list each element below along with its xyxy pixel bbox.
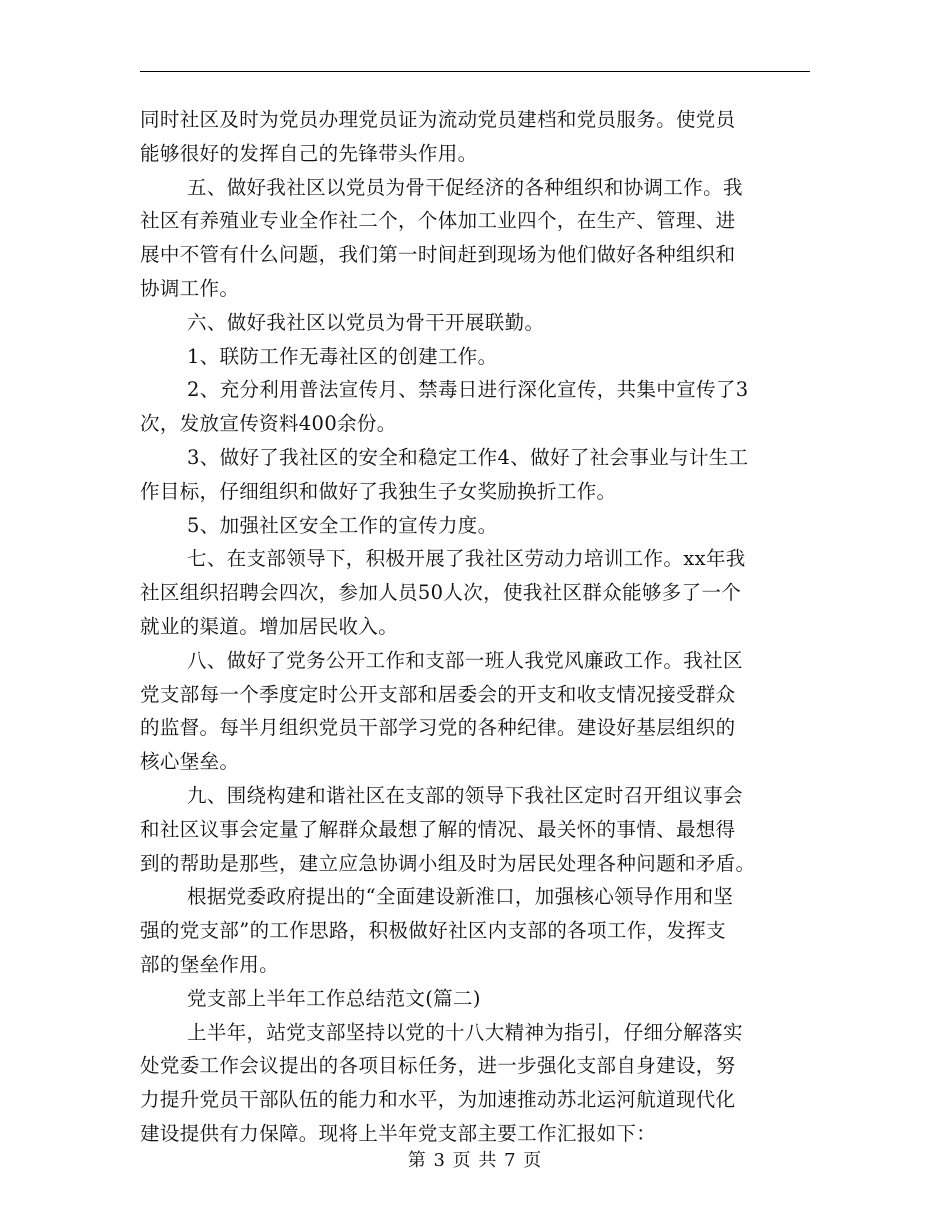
text-line: 协调工作。 [140,276,240,300]
section-heading: 党支部上半年工作总结范文(篇二) [187,986,481,1010]
text-line: 的监督。每半月组织党员干部学习党的各种纪律。建设好基层组织的 [140,716,736,740]
header-rule [140,71,810,72]
text-line: 党支部每一个季度定时公开支部和居委会的开支和收支情况接受群众 [140,682,736,706]
text-line: 到的帮助是那些，建立应急协调小组及时为居民处理各种问题和矛盾。 [140,851,756,875]
paragraph-start-line: 2、充分利用普法宣传月、禁毒日进行深化宣传，共集中宣传了3 [187,378,749,402]
text-line: 部的堡垒作用。 [140,952,279,976]
paragraph-start-line: 六、做好我社区以党员为骨干开展联勤。 [187,310,545,334]
paragraph-start-line: 1、联防工作无毒社区的创建工作。 [187,344,498,368]
text-line: 能够很好的发挥自己的先锋带头作用。 [140,141,478,165]
text-line: 展中不管有什么问题，我们第一时间赶到现场为他们做好各种组织和 [140,243,736,267]
paragraph-start-line: 根据党委政府提出的“全面建设新淮口，加强核心领导作用和坚 [187,885,734,909]
text-line: 核心堡垒。 [140,750,240,774]
text-line: 就业的渠道。增加居民收入。 [140,614,399,638]
text-line: 强的党支部”的工作思路，积极做好社区内支部的各项工作，发挥支 [140,919,726,943]
document-body [140,103,810,1151]
paragraph-start-line: 3、做好了我社区的安全和稳定工作4、做好了社会事业与计生工 [187,445,749,469]
text-line: 作目标，仔细组织和做好了我独生子女奖励换折工作。 [140,479,617,503]
paragraph-start-line: 八、做好了党务公开工作和支部一班人我党风廉政工作。我社区 [187,648,743,672]
paragraph-start-line: 五、做好我社区以党员为骨干促经济的各种组织和协调工作。我 [187,175,743,199]
page-number: 第 3 页 共 7 页 [407,1150,543,1171]
text-line: 社区组织招聘会四次，参加人员50人次，使我社区群众能够多了一个 [140,581,742,605]
text-line: 同时社区及时为党员办理党员证为流动党员建档和党员服务。使党员 [140,108,736,131]
text-line: 社区有养殖业专业全作社二个，个体加工业四个，在生产、管理、进 [140,209,736,233]
text-line: 力提升党员干部队伍的能力和水平，为加速推动苏北运河航道现代化 [140,1088,736,1112]
paragraph-start-line: 上半年，站党支部坚持以党的十八大精神为指引，仔细分解落实 [187,1020,743,1044]
paragraph-start-line: 5、加强社区安全工作的宣传力度。 [187,513,498,537]
text-line: 建设提供有力保障。现将上半年党支部主要工作汇报如下： [140,1121,657,1145]
text-line: 和社区议事会定量了解群众最想了解的情况、最关怀的事情、最想得 [140,817,736,841]
paragraph-start-line: 七、在支部领导下，积极开展了我社区劳动力培训工作。xx年我 [187,547,746,571]
text-line: 次，发放宣传资料400余份。 [140,412,397,436]
paragraph-start-line: 九、围绕构建和谐社区在支部的领导下我社区定时召开组议事会 [187,783,743,807]
text-line: 处党委工作会议提出的各项目标任务，进一步强化支部自身建设，努 [140,1054,736,1078]
